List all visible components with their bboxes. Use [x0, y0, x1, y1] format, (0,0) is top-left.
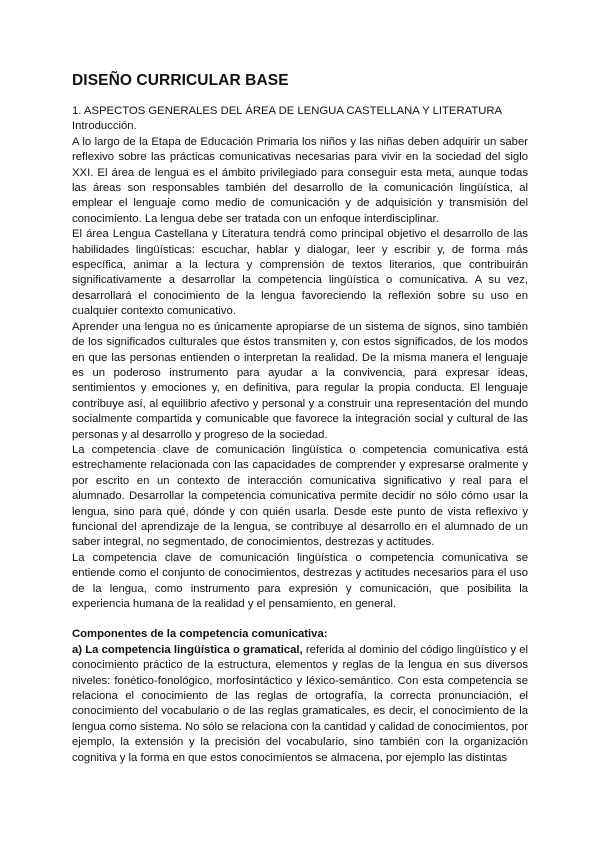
section-heading: 1. ASPECTOS GENERALES DEL ÁREA DE LENGUA CASTELLANA Y LITERATURA	[72, 105, 503, 117]
paragraph: La competencia clave de comunicación lingüística o competencia comunicativa está estrechamente relacionada con las capacidades de comprender y expresarse oralmente y por escrito en un contexto de interacción comunicativa significativo y real para el alumnado. Desarrollar la competencia comunicativa permite decidir no sólo cómo usar la lengua, sino para qué, dónde y con quién usarla. Desde este punto de vista reflexivo y funcional del aprendizaje de la lengua, se contribuye al desarrollo en el alumnado de un saber integral, no segmentado, de conocimientos, destrezas y actitudes.	[72, 443, 528, 549]
component-item-a	[72, 643, 528, 766]
paragraph: A lo largo de la Etapa de Educación Primaria los niños y las niñas deben adquirir un saber reflexivo sobre las prácticas comunicativas necesarias para vivir en la sociedad del siglo XXI. El área de lengua es el ámbito privilegiado para conseguir esta meta, aunque todas las áreas son responsables también del desarrollo de la comunicación lingüística, al emplear el lenguaje como medio de comunicación y de adquisición y transmisión del conocimiento. La lengua debe ser tratada con un enfoque interdisciplinar.	[72, 135, 528, 225]
document-title: DISEÑO CURRICULAR BASE	[72, 72, 289, 89]
paragraph: El área Lengua Castellana y Literatura tendrá como principal objetivo el desarrollo de las habilidades lingüísticas: escuchar, hablar y dialogar, leer y escribir y, de forma más específica, animar a la lectura y comprensión de textos literarios, que contribuirán significativamente a desarrollar la competencia lingüística o comunicativa. A su vez, desarrollará el conocimiento de la lengua favoreciendo la reflexión sobre su uso en cualquier contexto comunicativo.	[72, 228, 528, 318]
paragraph: La competencia clave de comunicación lingüística o competencia comunicativa se entiende como el conjunto de conocimientos, destrezas y actitudes necesarios para el uso de la lengua, como instrumento para expresión y comunicación, que posibilita la experiencia humana de la realidad y el pensamiento, en general.	[72, 551, 528, 610]
subheading-introduccion: Introducción.	[72, 120, 137, 133]
component-item-a-text: referida al dominio del código lingüístico y el conocimiento práctico de la estructura, elementos y reglas de la lengua en sus diversos niveles: fonético-fonológico, morfosintáctico y léxico-semántico. Con esta competencia se relaciona el conocimiento de las reglas de ortografía, la correcta pronunciación, el conocimiento del vocabulario o de las reglas gramaticales, es decir, el conocimiento de la lengua como sistema. No sólo se relaciona con la cantidad y calidad de conocimientos, por ejemplo, la extensión y la precisión del vocabulario, sino también con la organización cognitiva y la forma en que estos conocimientos se almacena, por ejemplo las distintas	[72, 643, 528, 764]
paragraph: Aprender una lengua no es únicamente apropiarse de un sistema de signos, sino también de los significados culturales que éstos transmiten y, con estos significados, de los modos en que las personas entienden o interpretan la realidad. De la misma manera el lenguaje es un poderoso instrumento para ayudar a la convivencia, para expresar ideas, sentimientos y emociones y, en definitiva, para regular la propia conducta. El lenguaje contribuye así, al equilibrio afectivo y personal y a construir una representación del mundo socialmente compartida y comunicable que favorece la integración social y cultural de las personas y al desarrollo y progreso de la sociedad.	[72, 320, 528, 441]
component-item-a-label: a) La competencia lingüística o gramatical,	[72, 643, 303, 656]
components-heading: Componentes de la competencia comunicativa:	[72, 628, 328, 641]
document-page	[72, 72, 528, 766]
